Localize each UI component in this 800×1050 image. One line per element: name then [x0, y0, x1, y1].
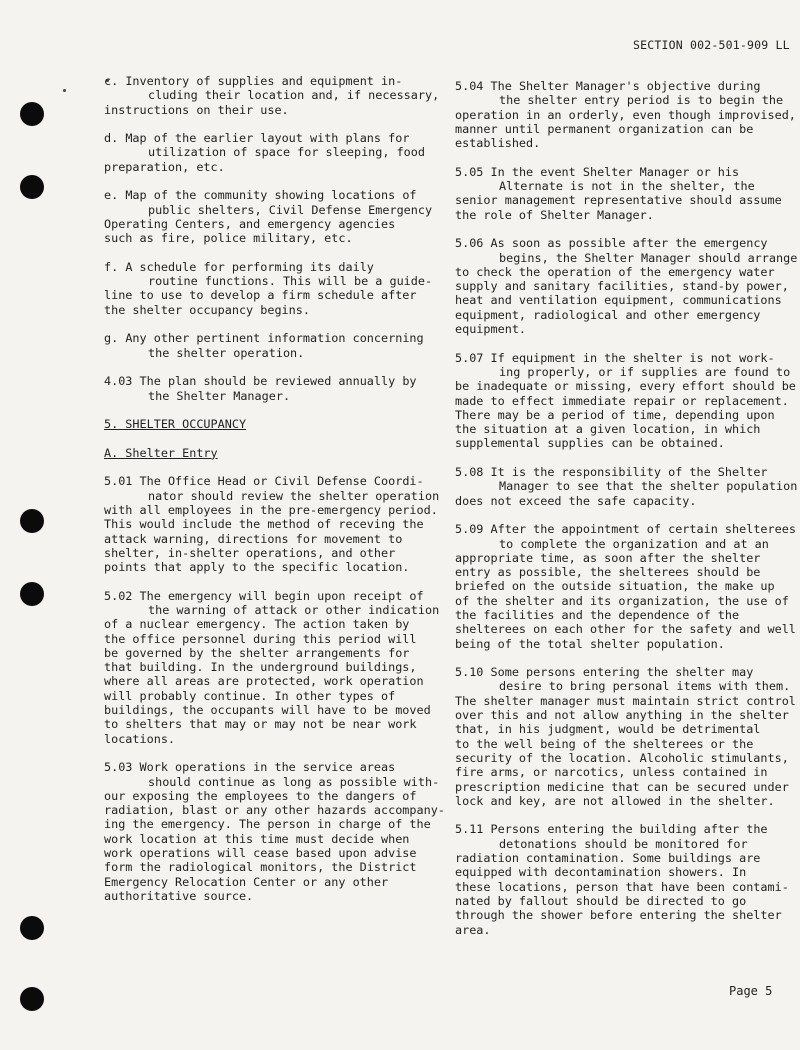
- paragraph-5-08: 5.08 It is the responsibility of the Shelter Manager to see that the shelter population does not exceed the safe capacity.: [455, 465, 798, 508]
- paragraph-5-02: 5.02 The emergency will begin upon receipt of the warning of attack or other indication of a nuclear emergency. The action taken by the office personnel during this period will be governed by the shelter arrangements for that building. In the underground buildings, where all areas are protected, work operation will probably continue. In other types of buildings, the occupants will have to be moved to shelters that may or may not be near work locations.: [104, 588, 440, 746]
- paragraph-5-10: 5.10 Some persons entering the shelter may desire to bring personal items with them. The shelter manager must maintain strict control over this and not allow anything in the shelter that, in his judgment, would be detrimental to the well being of the shelterees or the security of the location. Alcoholic stimulants, fire arms, or narcotics, unless contained in prescription medicine that can be secured under lock and key, are not allowed in the shelter.: [455, 665, 796, 808]
- paragraph-5-07: 5.07 If equipment in the shelter is not work- ing properly, or if supplies are found to be inadequate or missing, every effort should be made to effect immediate repair or replacement. There may be a period of time, depending upon the situation at a given location, in which supplemental supplies can be obtained.: [455, 350, 796, 451]
- binder-hole: [20, 916, 44, 940]
- list-item-d: d. Map of the earlier layout with plans for utilization of space for sleeping, food preparation, etc.: [104, 131, 425, 174]
- binder-hole: [20, 987, 44, 1011]
- section-heading: 5. SHELTER OCCUPANCY: [104, 417, 247, 432]
- paragraph-4-03: 4.03 The plan should be reviewed annually by the Shelter Manager.: [104, 374, 417, 403]
- right-column: [455, 79, 798, 951]
- paragraph-5-01: 5.01 The Office Head or Civil Defense Coordi- nator should review the shelter operation with all employees in the pre-emergency period. This would include the method of receving the attack warning, directions for movement to shelter, in-shelter operations, and other points that apply to the specific location.: [104, 474, 440, 575]
- paragraph-5-06: 5.06 As soon as possible after the emergency begins, the Shelter Manager should arrange to check the operation of the emergency water supply and sanitary facilities, stand-by power, heat and ventilation equipment, communications equipment, radiological and other emergency equipment.: [455, 236, 798, 337]
- left-column: [104, 74, 444, 918]
- ink-speck: [63, 89, 66, 92]
- page-number: Page 5: [729, 984, 773, 998]
- list-item-c: c. Inventory of supplies and equipment in- cluding their location and, if necessary, instructions on their use.: [104, 74, 440, 117]
- binder-hole: [20, 509, 44, 533]
- paragraph-5-03: 5.03 Work operations in the service areas should continue as long as possible with- our exposing the employees to the dangers of radiation, blast or any other hazards accompany- ing the emergency. The person in charge of the work location at this time must decide when work operations will cease based upon advise form the radiological monitors, the District Emergency Relocation Center or any other authoritative source.: [104, 760, 445, 903]
- binder-hole: [20, 175, 44, 199]
- paragraph-5-04: 5.04 The Shelter Manager's objective during the shelter entry period is to begin the operation in an orderly, even though improvised, manner until permanent organization can be established.: [455, 79, 796, 151]
- list-item-g: g. Any other pertinent information concerning the shelter operation.: [104, 331, 424, 360]
- paragraph-5-09: 5.09 After the appointment of certain shelterees to complete the organization and at an appropriate time, as soon after the shelter entry as possible, the shelterees should be briefed on the outside situation, the make up of the shelter and its organization, the use of the facilities and the dependence of the shelterees on each other for the safety and well being of the total shelter population.: [455, 522, 796, 651]
- subsection-heading: A. Shelter Entry: [104, 445, 218, 460]
- section-header: SECTION 002-501-909 LL: [633, 38, 790, 52]
- list-item-f: f. A schedule for performing its daily routine functions. This will be a guide- line to use to develop a firm schedule after the shelter occupancy begins.: [104, 259, 433, 317]
- paragraph-5-11: 5.11 Persons entering the building after the detonations should be monitored for radiation contamination. Some buildings are equipped with decontamination showers. In these locations, person that have been contami- nated by fallout should be directed to go through the shower before entering the shelter area.: [455, 822, 789, 937]
- list-item-e: e. Map of the community showing locations of public shelters, Civil Defense Emergency Operating Centers, and emergency agencies such as fire, police military, etc.: [104, 188, 433, 246]
- binder-hole: [20, 582, 44, 606]
- binder-hole: [20, 102, 44, 126]
- paragraph-5-05: 5.05 In the event Shelter Manager or his Alternate is not in the shelter, the senior management representative should assume the role of Shelter Manager.: [455, 164, 782, 222]
